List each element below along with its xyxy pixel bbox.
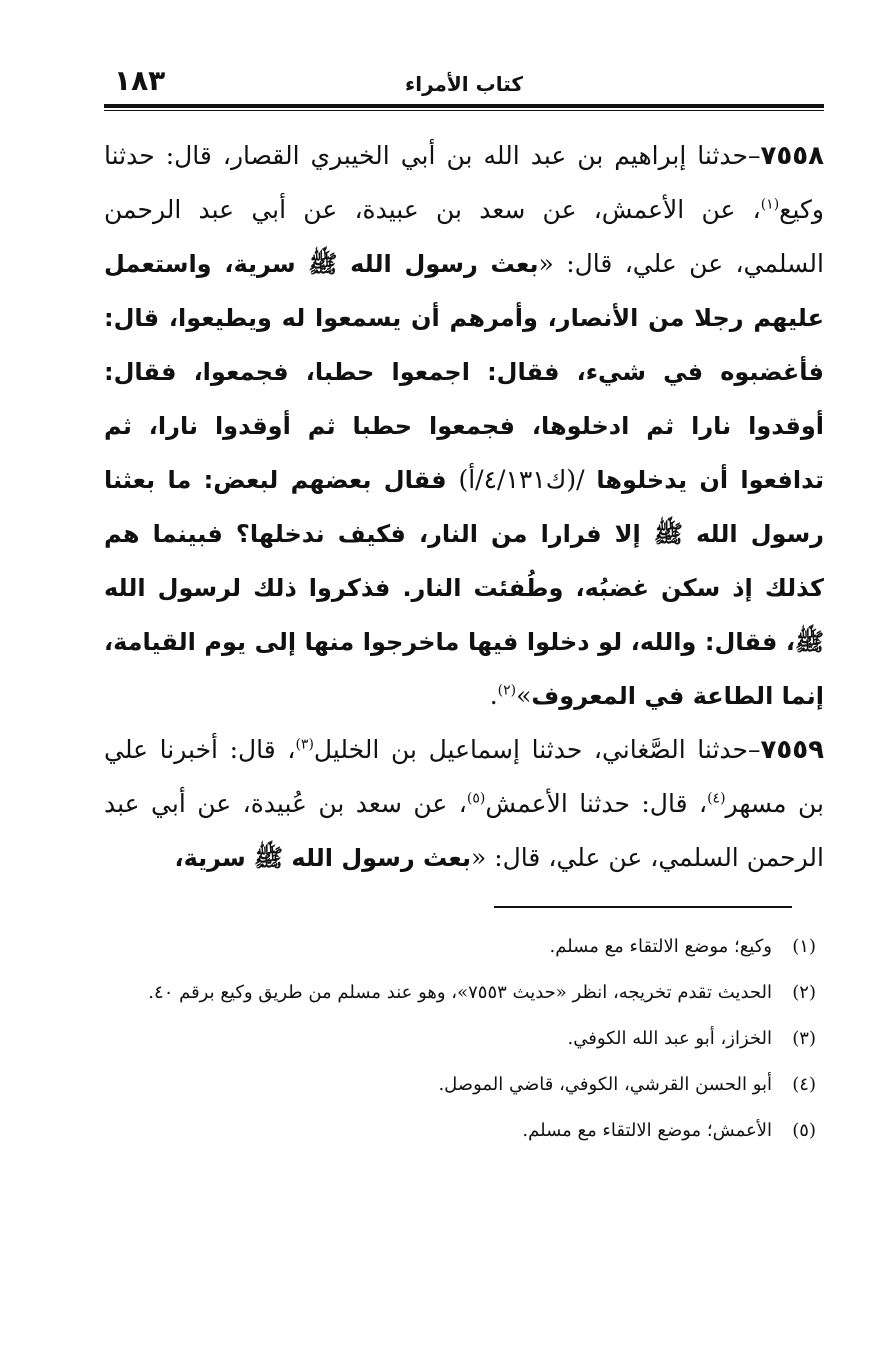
footnote-marker: (٤) — [707, 790, 726, 807]
hadith-text: ، عن سعد بن عُبيدة، عن أبي عبد الرحمن السلمي، عن علي، قال: « — [104, 789, 824, 872]
hadith-matn: بعث رسول الله ﷺ سرية، — [174, 844, 471, 872]
hadith-number: ٧٥٥٨ — [760, 141, 824, 171]
page — [104, 62, 824, 885]
footnotes — [104, 924, 816, 1154]
footnote-number: (١) — [792, 936, 816, 957]
footnote-text: الأعمش؛ موضع الالتقاء مع مسلم. — [522, 1120, 772, 1141]
hadith-text: ، قال: حدثنا الأعمش — [485, 789, 708, 818]
footnote — [104, 1108, 816, 1154]
footnote-text: الحديث تقدم تخريجه، انظر «حديث ٧٥٥٣»، وهو عند مسلم من طريق وكيع برقم ٤٠. — [148, 982, 772, 1003]
hadith-number: ٧٥٥٩ — [760, 735, 824, 765]
page-number: ١٨٣ — [114, 64, 166, 97]
footnote-number: (٤) — [792, 1074, 816, 1095]
footnote — [104, 924, 816, 970]
footnote-text: أبو الحسن القرشي، الكوفي، قاضي الموصل. — [438, 1074, 772, 1095]
footnote-number: (٣) — [792, 1028, 816, 1049]
footnote-marker: (١) — [760, 196, 780, 213]
header-rule-thick — [104, 104, 824, 108]
hadith-matn: بعث رسول الله ﷺ سرية، واستعمل عليهم رجلا من الأنصار، وأمرهم أن يسمعوا له ويطيعوا، قال: فأغضبوه في شيء، فقال: اجمعوا حطبا، فجمعوا، فقال: أوقدوا نارا ثم ادخلوها، فجمعوا حطبا ثم أوقدوا نارا، ثم تدافعوا أن يدخلوها — [104, 250, 824, 494]
hadith-text: ، عن الأعمش، عن سعد بن عبيدة، عن أبي عبد الرحمن السلمي، عن علي، قال: « — [104, 195, 824, 278]
header-rule-thin — [104, 110, 824, 111]
footnote-number: (٢) — [792, 982, 816, 1003]
footnote-text: وكيع؛ موضع الالتقاء مع مسلم. — [549, 936, 772, 957]
body-text — [104, 129, 824, 885]
hadith-text: –حدثنا إبراهيم بن عبد الله بن أبي الخيبري القصار، قال: حدثنا وكيع — [104, 141, 824, 224]
footnote-number: (٥) — [792, 1120, 816, 1141]
running-title: كتاب الأمراء — [404, 72, 524, 96]
hadith-7558 — [104, 129, 824, 723]
manuscript-page-ref: /(ك٤/١٣١/أ) — [446, 465, 597, 494]
footnote — [104, 1062, 816, 1108]
footnote-marker: (٢) — [497, 682, 517, 699]
footnote-marker: (٥) — [466, 790, 486, 807]
footnote — [104, 970, 816, 1016]
hadith-text: . — [489, 681, 498, 710]
hadith-text: –حدثنا الصَّغاني، حدثنا إسماعيل بن الخليل — [313, 735, 761, 764]
hadith-matn: فقال بعضهم لبعض: ما بعثنا رسول الله ﷺ إلا فرارا من النار، فكيف ندخلها؟ فبينما هم كذلك إذ سكن غضبُه، وطُفئت النار. فذكروا ذلك لرسول الله ﷺ، فقال: والله، لو دخلوا فيها ماخرجوا منها إلى يوم القيامة، إنما الطاعة في المعروف — [104, 466, 824, 710]
footnote-text: الخزاز، أبو عبد الله الكوفي. — [567, 1028, 772, 1049]
footnote — [104, 1016, 816, 1062]
page-header — [104, 62, 824, 104]
hadith-text: » — [516, 681, 532, 710]
footnote-marker: (٣) — [295, 736, 314, 753]
footnote-separator — [494, 906, 792, 908]
hadith-text: ، قال: أخبرنا علي بن مسهر — [104, 735, 824, 818]
hadith-7559 — [104, 723, 824, 885]
